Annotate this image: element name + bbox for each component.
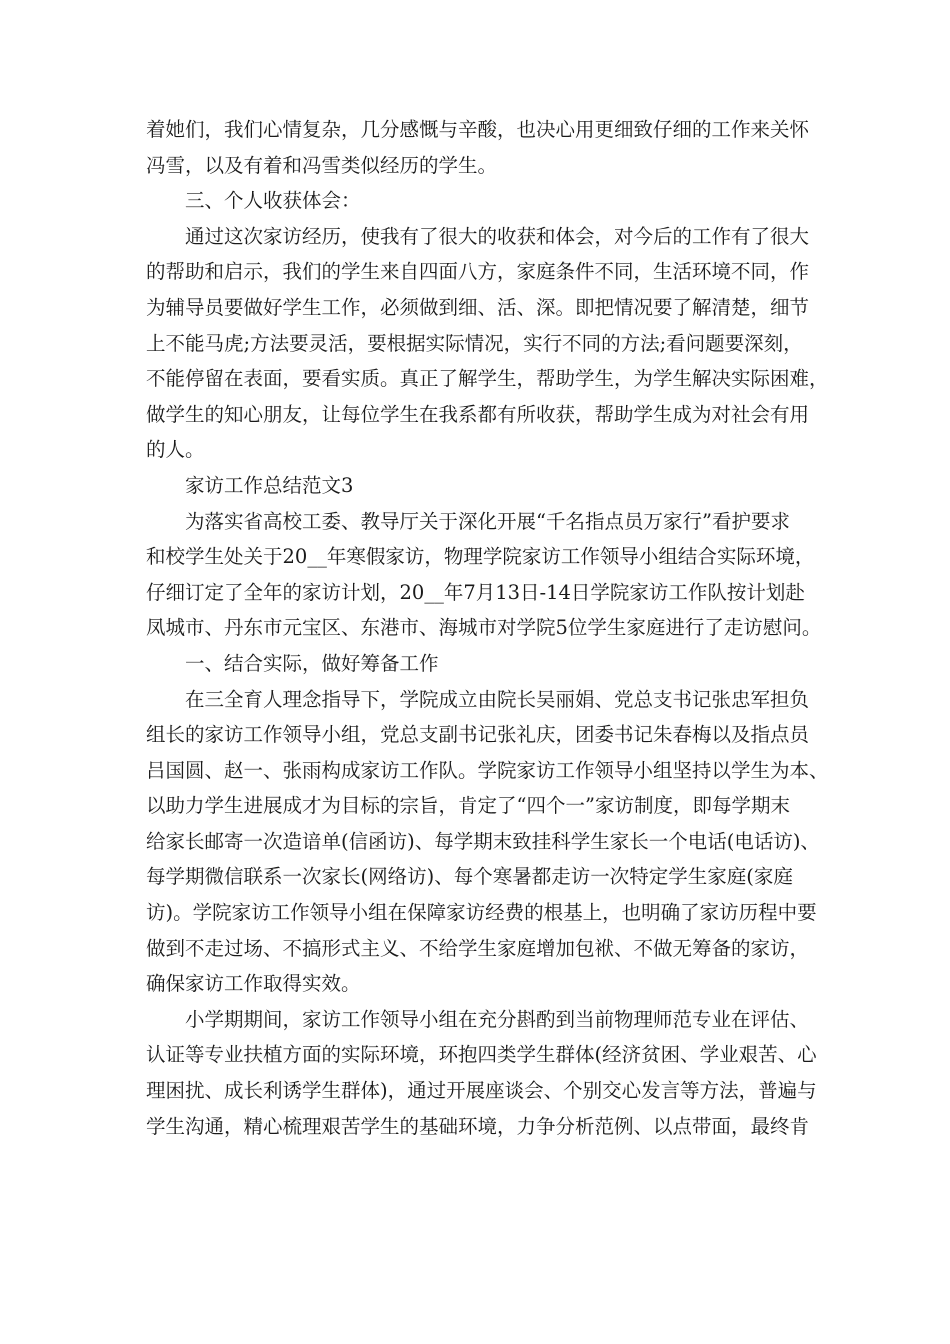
text-line: 冯雪，以及有着和冯雪类似经历的学生。 (146, 153, 498, 177)
text-line: 着她们，我们心情复杂，几分感慨与辛酸，也决心用更细致仔细的工作来关怀 (146, 118, 810, 141)
text-line: 以助力学生进展成才为目标的宗旨，肯定了“四个一”家访制度，即每学期末 (146, 794, 790, 818)
text-line: 组长的家访工作领导小组，党总支副书记张礼庆，团委书记朱春梅以及指点员 (146, 723, 810, 747)
text-line: 凤城市、丹东市元宝区、东港市、海城市对学院5位学生家庭进行了走访慰问。 (146, 616, 822, 640)
text-line: 给家长邮寄一次造谙单(信函访)、每学期末致挂科学生家长一个电话(电话访)、 (146, 829, 820, 853)
text-line: 理困扰、成长利诱学生群体)，通过开展座谈会、个别交心发言等方法，普遍与 (146, 1079, 817, 1103)
text-line: 上不能马虎;方法要灵活，要根据实际情况，实行不同的方法;看问题要深刻， (146, 331, 803, 355)
text-line: 的帮助和启示，我们的学生来自四面八方，家庭条件不同，生活环境不同，作 (146, 260, 810, 284)
text-line: 确保家访工作取得实效。 (146, 972, 361, 996)
text-line: 做学生的知心朋友，让每位学生在我系都有所收获，帮助学生成为对社会有用 (146, 402, 810, 426)
paragraph-first-line: 家访工作总结范文3 (185, 473, 354, 497)
paragraph-first-line: 一、结合实际，做好筹备工作 (185, 651, 439, 675)
text-line: 每学期微信联系一次家长(网络访)、每个寒暑都走访一次特定学生家庭(家庭 (146, 865, 793, 889)
paragraph-first-line: 在三全育人理念指导下，学院成立由院长吴丽娟、党总支书记张忠军担负 (185, 687, 810, 711)
text-line: 访)。学院家访工作领导小组在保障家访经费的根基上，也明确了家访历程中要 (146, 901, 817, 925)
text-line: 不能停留在表面，要看实质。真正了解学生，帮助学生，为学生解决实际困难， (146, 367, 829, 391)
text-line: 和校学生处关于20__年寒假家访，物理学院家访工作领导小组结合实际环境， (146, 545, 815, 569)
document-body (146, 112, 829, 1144)
paragraph-first-line: 通过这次家访经历，使我有了很大的收获和体会，对今后的工作有了很大 (185, 224, 810, 248)
text-line: 为辅导员要做好学生工作，必须做到细、活、深。即把情况要了解清楚，细节 (146, 295, 810, 319)
text-line: 吕国圆、赵一、张雨构成家访工作队。学院家访工作领导小组坚持以学生为本、 (146, 758, 829, 782)
text-line: 仔细订定了全年的家访计划，20__年7月13日-14日学院家访工作队按计划赴 (146, 580, 805, 604)
paragraph-first-line: 三、个人收获体会： (185, 189, 361, 213)
text-line: 认证等专业扶植方面的实际环境，环抱四类学生群体(经济贫困、学业艰苦、心 (146, 1043, 817, 1067)
text-line: 学生沟通，精心梳理艰苦学生的基础环境，力争分析范例、以点带面，最终肯 (146, 1114, 810, 1138)
text-line: 做到不走过场、不搞形式主义、不给学生家庭增加包袱、不做无筹备的家访， (146, 936, 810, 960)
paragraph-first-line: 为落实省高校工委、教导厅关于深化开展“千名指点员万家行”看护要求 (185, 509, 790, 533)
text-line: 的人。 (146, 438, 205, 462)
paragraph-first-line: 小学期期间，家访工作领导小组在充分斟酌到当前物理师范专业在评估、 (185, 1007, 810, 1031)
